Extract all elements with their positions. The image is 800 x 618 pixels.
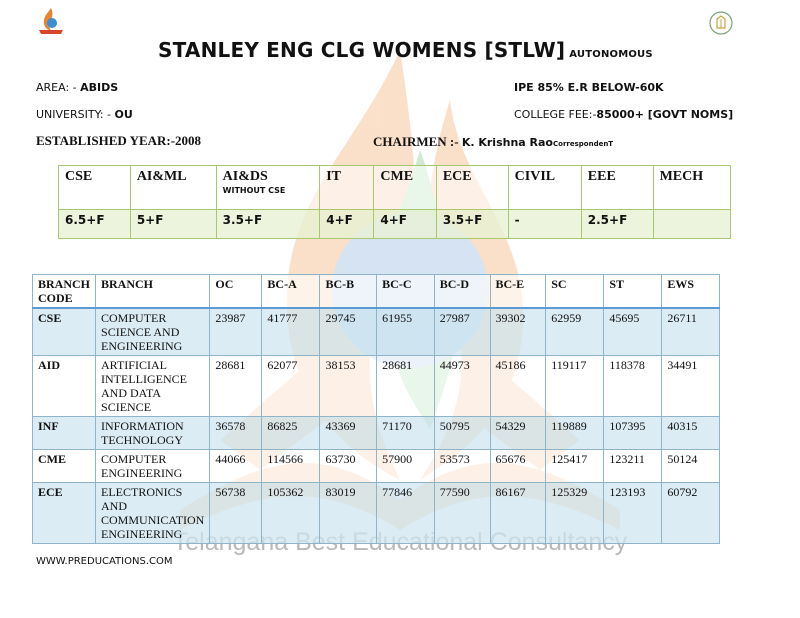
rank-cell: 105362 — [262, 483, 320, 544]
rank-cell: 40315 — [662, 417, 720, 450]
rank-cell: 50795 — [434, 417, 490, 450]
branch-name: COMPUTER SCIENCE AND ENGINEERING — [96, 308, 210, 356]
rank-cell: 44066 — [210, 450, 262, 483]
college-fee-info: COLLEGE FEE:-85000+ [GOVT NOMS] — [514, 108, 734, 121]
branch-name: ARTIFICIAL INTELLIGENCE AND DATA SCIENCE — [96, 356, 210, 417]
cutoff-header-cell: SC — [546, 275, 604, 309]
rank-cell: 45186 — [490, 356, 546, 417]
rank-cell: 38153 — [320, 356, 377, 417]
university-info: UNIVERSITY: - OU — [36, 108, 133, 121]
rank-cell: 36578 — [210, 417, 262, 450]
fee-header-cell: ECE — [436, 166, 508, 210]
table-row — [33, 417, 720, 450]
fee-header-cell: AI&DS WITHOUT CSE — [216, 166, 320, 210]
cutoff-header-cell: ST — [604, 275, 662, 309]
fee-table-value-row — [59, 210, 731, 239]
fee-value-cell: 2.5+F — [581, 210, 653, 239]
rank-cell: 44973 — [434, 356, 490, 417]
cutoff-header-row — [33, 275, 720, 309]
branch-code: CSE — [33, 308, 96, 356]
fee-table — [58, 165, 731, 239]
table-row — [33, 483, 720, 544]
cutoff-header-cell: BC-A — [262, 275, 320, 309]
area-info: AREA: - ABIDS — [36, 81, 119, 94]
rank-cell: 29745 — [320, 308, 377, 356]
rank-cell: 45695 — [604, 308, 662, 356]
fee-header-cell: CME — [374, 166, 436, 210]
rank-cell: 123193 — [604, 483, 662, 544]
fee-value-cell: 5+F — [130, 210, 216, 239]
cutoff-header-cell: BRANCH — [96, 275, 210, 309]
page-title: STANLEY ENG CLG WOMENS [STLW] AUTONOMOUS — [158, 38, 653, 62]
table-row — [33, 308, 720, 356]
rank-cell: 114566 — [262, 450, 320, 483]
branch-name: COMPUTER ENGINEERING — [96, 450, 210, 483]
cutoff-header-cell: BRANCH CODE — [33, 275, 96, 309]
rank-cell: 50124 — [662, 450, 720, 483]
cutoff-header-cell: BC-D — [434, 275, 490, 309]
branch-code: AID — [33, 356, 96, 417]
rank-cell: 119117 — [546, 356, 604, 417]
rank-cell: 71170 — [377, 417, 435, 450]
rank-cell: 123211 — [604, 450, 662, 483]
table-row — [33, 356, 720, 417]
ipe-info: IPE 85% E.R BELOW-60K — [514, 81, 664, 94]
fee-value-cell: 4+F — [320, 210, 374, 239]
branch-name: ELECTRONICS AND COMMUNICATION ENGINEERING — [96, 483, 210, 544]
fee-header-cell: EEE — [581, 166, 653, 210]
fee-table-header-row — [59, 166, 731, 210]
rank-cell: 63730 — [320, 450, 377, 483]
rank-cell: 86167 — [490, 483, 546, 544]
rank-cell: 77846 — [377, 483, 435, 544]
rank-cell: 107395 — [604, 417, 662, 450]
brand-logo-icon — [36, 6, 66, 36]
fee-header-cell: MECH — [653, 166, 730, 210]
rank-cell: 65676 — [490, 450, 546, 483]
rank-cell: 34491 — [662, 356, 720, 417]
footer-website: WWW.PREDUCATIONS.COM — [36, 556, 173, 567]
cutoff-header-cell: BC-B — [320, 275, 377, 309]
cutoff-header-cell: BC-C — [377, 275, 435, 309]
rank-cell: 54329 — [490, 417, 546, 450]
fee-value-cell: 3.5+F — [436, 210, 508, 239]
rank-cell: 28681 — [377, 356, 435, 417]
fee-value-cell: - — [508, 210, 581, 239]
rank-cell: 26711 — [662, 308, 720, 356]
established-year: ESTABLISHED YEAR:-2008 — [36, 133, 202, 148]
fee-value-cell: 4+F — [374, 210, 436, 239]
fee-header-cell: CSE — [59, 166, 131, 210]
rank-cell: 60792 — [662, 483, 720, 544]
rank-cell: 57900 — [377, 450, 435, 483]
branch-code: INF — [33, 417, 96, 450]
rank-cell: 62077 — [262, 356, 320, 417]
fee-header-cell: CIVIL — [508, 166, 581, 210]
fee-value-cell: 3.5+F — [216, 210, 320, 239]
fee-value-cell — [653, 210, 730, 239]
cutoff-header-cell: BC-E — [490, 275, 546, 309]
branch-name: INFORMATION TECHNOLOGY — [96, 417, 210, 450]
rank-cell: 77590 — [434, 483, 490, 544]
cutoff-header-cell: OC — [210, 275, 262, 309]
rank-cell: 41777 — [262, 308, 320, 356]
branch-code: CME — [33, 450, 96, 483]
rank-cell: 86825 — [262, 417, 320, 450]
fee-value-cell: 6.5+F — [59, 210, 131, 239]
rank-cell: 62959 — [546, 308, 604, 356]
rank-cell: 125329 — [546, 483, 604, 544]
telangana-emblem-icon — [708, 10, 734, 36]
rank-cell: 43369 — [320, 417, 377, 450]
chairman-info: CHAIRMEN :- K. Krishna RaoCorrespondenT — [373, 134, 614, 149]
rank-cell: 125417 — [546, 450, 604, 483]
table-row — [33, 450, 720, 483]
rank-cell: 56738 — [210, 483, 262, 544]
rank-cell: 118378 — [604, 356, 662, 417]
rank-cell: 119889 — [546, 417, 604, 450]
rank-cell: 28681 — [210, 356, 262, 417]
rank-cell: 83019 — [320, 483, 377, 544]
rank-cell: 39302 — [490, 308, 546, 356]
rank-cell: 61955 — [377, 308, 435, 356]
rank-cell: 27987 — [434, 308, 490, 356]
fee-header-cell: AI&ML — [130, 166, 216, 210]
rank-cell: 53573 — [434, 450, 490, 483]
cutoff-table — [32, 274, 720, 544]
cutoff-header-cell: EWS — [662, 275, 720, 309]
rank-cell: 23987 — [210, 308, 262, 356]
fee-header-cell: IT — [320, 166, 374, 210]
branch-code: ECE — [33, 483, 96, 544]
